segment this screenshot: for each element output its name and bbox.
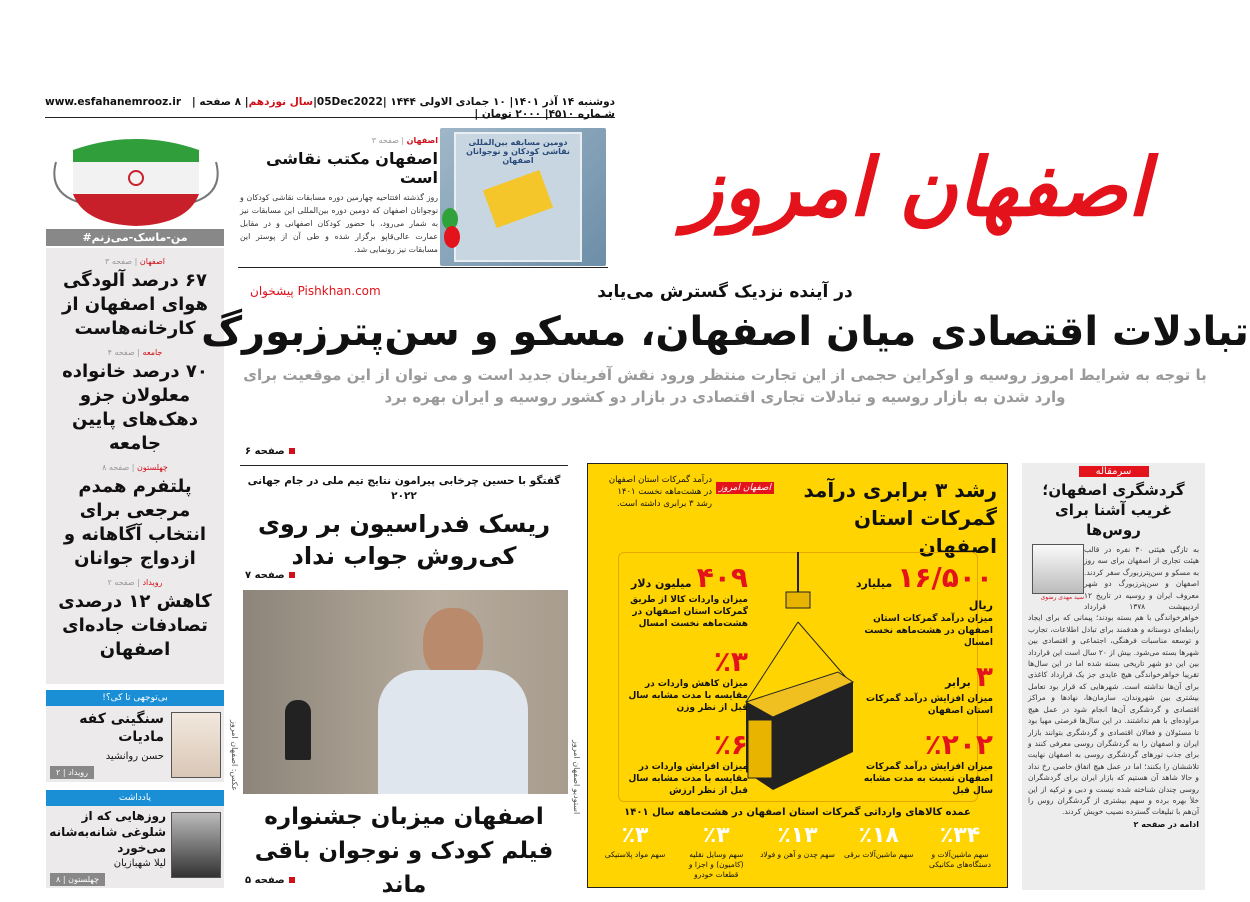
stat-desc: میزان افزایش واردات در مقایسه با مدت مشابه سال قبل از نظر ارزش [628, 762, 748, 796]
bird-illustration [483, 170, 553, 228]
main-kicker: در آینده نزدیک گسترش می‌یابد [597, 282, 853, 302]
import-value: ٪۳ [702, 823, 730, 848]
poster [454, 132, 582, 262]
infographic-intro: درآمد گمرکات استان اصفهان در هشت‌ماهه نخست ۱۴۰۱ رشد ۳ برابری داشته است. [608, 475, 712, 509]
story-title: اصفهان مکتب نقاشی است [266, 149, 438, 187]
stat-unit: برابر [945, 676, 971, 689]
editorial-column[interactable] [1022, 463, 1205, 890]
hashtag-banner: #من-ماسک-می‌زنم [46, 229, 224, 246]
stat-block [855, 729, 993, 797]
stat-desc: میزان افزایش درآمد گمرکات اصفهان نسبت به مدت مشابه سال قبل [863, 762, 993, 796]
dateline-bar [45, 96, 615, 118]
import-item [921, 822, 999, 880]
import-value: ٪۳ [621, 823, 649, 848]
stat-value: ۱۶/۵۰۰ [897, 561, 993, 594]
headline: پلتفرم همدم مرجعی برای انتخاب آگاهانه و ازدواج جوانان [63, 476, 207, 569]
main-headline[interactable]: تبادلات اقتصادی میان اصفهان، مسکو و سن‌پترزبورگ [201, 309, 1249, 355]
import-label: سهم ماشین‌آلات برقی [843, 850, 914, 859]
section-label: جامعه [142, 348, 163, 357]
opinion-title: سنگینی کفه مادیات [79, 711, 164, 745]
stat-value: ٪۳ [713, 644, 748, 678]
container-crane-illustration [738, 552, 858, 797]
section-label: اصفهان [139, 257, 165, 266]
editorial-body: به تازگی هیئتی ۳۰ نفره در قالب هیئت تجاری از اصفهان برای سه روز به مسکو و سن‌پترزبورگ سفر کردند. اصفهان و سن‌پترزبورگ دو شهر معروف ایران و روسیه در تاریخ ۱۲ اردیبهشت ۱۳۷۸ قرارداد خواهرخواندگی با هم بسته بودند؛ پیمانی که برای ایجاد رابطه‌ای دوستانه و هدفمند برای تبادل اطلاعات، تجارب و توسعه مناسبات فرهنگی، اجتماعی و اقتصادی بین شهرها بسته می‌شود. بیش از ۲۰ سال است این قرارداد بین این دو شهر تاریخی بسته شده اما در این سال‌ها تقریبا خواهرخواندگی هیچ عایدی جز یک قرارداد کاغذی برای آن‌ها نداشته است. شهرهایی که قرار بود تعامل بیشتری بین شهروندان، سازمان‌ها، نهادها و مراکز اقتصادی و گردشگری آن‌ها انجام شود در عمل هیچ مراوده‌ای با هم نداشتند. در این سال‌ها فرصتی مهیا بود تا مسئولان و فعالان اقتصادی و گردشگری بتوانند بازار ایران و اصفهان را به گردشگران روسی معرفی کنند و برای جذب تورهای گردشگری روسی به اصفهان نهایت تلاششان را بکنند؛ اما در عمل هیچ اتفاق خاصی رخ نداد و حالا شاهد آن هستیم که بازار ایران برای گردشگران روسی چندان شناخته شده نیست و دبی و ترکیه از این خلأ بهره برده و سهم بیشتری از گردشگران روس را آن‌هم با تبلیغات گسترده نصیب خویش کردند. [1028, 545, 1200, 817]
page-ref[interactable]: صفحه ۷ [245, 570, 295, 581]
opinion-box[interactable] [46, 790, 224, 888]
poster-text: دومین مسابقه بین‌المللی نقاشی کودکان و نوجوانان اصفهان [466, 138, 570, 165]
imports-section [596, 806, 999, 880]
divider [238, 267, 608, 268]
stat-block [855, 562, 993, 649]
balloon [444, 226, 460, 248]
author-name: لیلا شهبازیان [113, 858, 166, 869]
import-item [759, 822, 837, 880]
editorial-title: گردشگری اصفهان؛ غریب آشنا برای روس‌ها [1042, 481, 1185, 539]
imports-row [596, 822, 999, 880]
stats-right [855, 562, 993, 797]
page-ref[interactable]: صفحه ۶ [245, 446, 295, 457]
infographic-title: رشد ۳ برابری درآمد گمرکات استان اصفهان [803, 478, 997, 558]
stat-unit: میلیارد ریال [855, 577, 993, 612]
author-photo [171, 712, 221, 778]
page-ref: صفحه ۴ [107, 348, 135, 357]
festival-headline[interactable]: اصفهان میزبان جشنواره فیلم کودک و نوجوان باقی ماند [254, 804, 554, 898]
headline: کاهش ۱۲ درصدی تصادفات جاده‌ای اصفهان [58, 591, 212, 660]
stat-desc: میزان درآمد گمرکات استان اصفهان در هشت‌ماهه نخست امسال [864, 614, 993, 648]
stat-block [624, 646, 748, 714]
flag-mask-illustration [48, 132, 224, 228]
volume-year: سال نوزدهم [248, 96, 314, 108]
editorial-badge: سرمقاله [1079, 466, 1149, 477]
newspaper-logo: اصفهان امروز [684, 141, 1150, 234]
microphone-icon [285, 700, 311, 760]
infographic-logo: اصفهان امروز [716, 482, 774, 494]
opinion-box[interactable] [46, 690, 224, 782]
news-item[interactable]: اصفهان | صفحه ۳ ۶۷ درصد آلودگی هوای اصفهان از کارخانه‌هاست [52, 256, 218, 341]
opinion-title: روزهایی که از شلوغی شانه‌به‌شانه می‌خورد [49, 809, 166, 855]
page-count: | ۸ صفحه | [191, 96, 249, 108]
main-lead: با توجه به شرایط امروز روسیه و اوکراین حجمی از این تجارت منتظر ورود نقش آفرینان جدید است و می توان از این موقعیت برای وارد شدن به بازار روسیه و تبادلات تجاری اقتصادی در بازار دو کشور روسیه و ایران بهره برد [243, 366, 1207, 406]
left-news-column [46, 248, 224, 684]
import-label: سهم چدن و آهن و فولاد [760, 850, 835, 859]
stat-desc: میزان کاهش واردات در مقایسه با مدت مشابه سال قبل از نظر وزن [628, 678, 748, 713]
author-card [1032, 544, 1084, 601]
dateline: دوشنبه ۱۴ آذر ۱۴۰۱| ۱۰ جمادی الاولی ۱۴۴۴ |05Dec2022| [313, 96, 615, 108]
watermark: پیشخوان Pishkhan.com [250, 284, 381, 298]
import-value: ٪۱۸ [858, 823, 899, 848]
headline: ۶۷ درصد آلودگی هوای اصفهان از کارخانه‌هاست [61, 270, 209, 339]
poster-photo [440, 128, 606, 266]
stat-desc: میزان افزایش درآمد گمرکات استان اصفهان [866, 694, 993, 716]
stat-value: ۳ [975, 660, 993, 693]
interview-kicker: گفتگو با حسین چرخابی پیرامون نتایج تیم ملی در جام جهانی ۲۰۲۲ [240, 465, 568, 504]
website-link[interactable]: www.esfahanemrooz.ir [45, 96, 182, 108]
news-item[interactable]: رویداد | صفحه ۲ کاهش ۱۲ درصدی تصادفات جاده‌ای اصفهان [52, 577, 218, 662]
stat-value: ۴۰۹ [696, 561, 748, 594]
page-ref: صفحه ۳ [371, 136, 399, 145]
interview-title: ریسک فدراسیون بر روی کی‌روش جواب نداد [257, 510, 551, 570]
issue-number: شـماره ۴۵۱۰ [548, 108, 615, 120]
stat-value: ٪۶ [713, 728, 748, 761]
page-ref: صفحه ۲ [107, 578, 135, 587]
continued-link[interactable]: ادامه در صفحه ۲ [1133, 819, 1199, 829]
stat-unit: میلیون دلار [631, 577, 692, 590]
author-name: سید مهدی رضوی [1040, 594, 1084, 601]
stat-desc: میزان واردات کالا از طریق گمرکات استان اصفهان در هشت‌ماهه نخست امسال [630, 595, 748, 629]
import-label: سهم ماشین‌آلات و دستگاه‌های مکانیکی [929, 850, 991, 869]
import-item [677, 822, 755, 880]
section-label: رویداد [142, 578, 163, 587]
page-ref[interactable]: صفحه ۵ [245, 875, 295, 886]
interview-photo [243, 590, 568, 794]
customs-infographic [587, 463, 1008, 888]
author-photo [1032, 544, 1084, 594]
photo-credit: عکس: اصفهان امروز [230, 720, 239, 791]
page-ref: صفحه ۳ [105, 257, 133, 266]
stat-block [855, 661, 993, 717]
headline: ۷۰ درصد خانواده معلولان جزو دهک‌های پایین جامعه [62, 361, 208, 454]
top-story[interactable]: اصفهان | صفحه ۳ اصفهان مکتب نقاشی است روز گذشته افتتاحیه چهارمین دوره مسابقات نقاشی کودکان و نوجوانان اصفهان که دومین دوره بین‌المللی این مسابقات نیز به شمار می‌رود، با حضور کودکان اصفهانی و در مقابل عمارت عالی‌قاپو برگزار شده و طی آن از پوستر این مسابقات نیز رونمایی شد. [240, 136, 438, 254]
section-tag: چهلستون | ۸ [50, 873, 105, 886]
author-name: حسن روانشید [105, 751, 164, 762]
stat-block [624, 562, 748, 630]
import-item [596, 822, 674, 880]
import-item [840, 822, 918, 880]
imports-title: عمده کالاهای وارداتی گمرکات استان اصفهان در هشت‌ماهه سال ۱۴۰۱ [624, 807, 971, 818]
opinion-banner: بی‌توجهی تا کی؟! [46, 690, 224, 706]
interview-story[interactable] [240, 465, 568, 572]
stat-block [624, 729, 748, 797]
opinion-banner: یادداشت [46, 790, 224, 806]
page-ref: صفحه ۸ [102, 463, 130, 472]
section-label: اصفهان [406, 136, 438, 145]
main-story [201, 280, 1249, 408]
stat-value: ٪۲۰۲ [924, 728, 993, 761]
section-tag: رویداد | ۲ [50, 766, 94, 779]
news-item[interactable]: جامعه | صفحه ۴ ۷۰ درصد خانواده معلولان جزو دهک‌های پایین جامعه [52, 347, 218, 456]
news-item[interactable]: چهلستون | صفحه ۸ پلتفرم همدم مرجعی برای انتخاب آگاهانه و ازدواج جوانان [52, 462, 218, 571]
photo-credit: استودیو اصفهان امروز [572, 740, 581, 815]
import-label: سهم مواد پلاستیکی [604, 850, 666, 859]
author-photo [171, 812, 221, 878]
section-label: چهلستون [137, 463, 168, 472]
import-label: سهم وسایل نقلیه (کامیون) و اجزا و قطعات خودرو [688, 850, 744, 879]
import-value: ٪۳۴ [939, 823, 981, 848]
price: | ۲۰۰۰ تومان | [474, 108, 549, 120]
story-body: روز گذشته افتتاحیه چهارمین دوره مسابقات نقاشی کودکان و نوجوانان اصفهان که دومین دوره بین‌المللی این مسابقات نیز به شمار می‌رود، با حضور کودکان اصفهانی و در مقابل عمارت عالی‌قاپو برگزار شده و طی آن از پوستر این مسابقات نیز رونمایی شد. [240, 193, 438, 254]
jersey [378, 670, 528, 794]
import-value: ٪۱۳ [777, 823, 818, 848]
stats-left [624, 562, 748, 797]
